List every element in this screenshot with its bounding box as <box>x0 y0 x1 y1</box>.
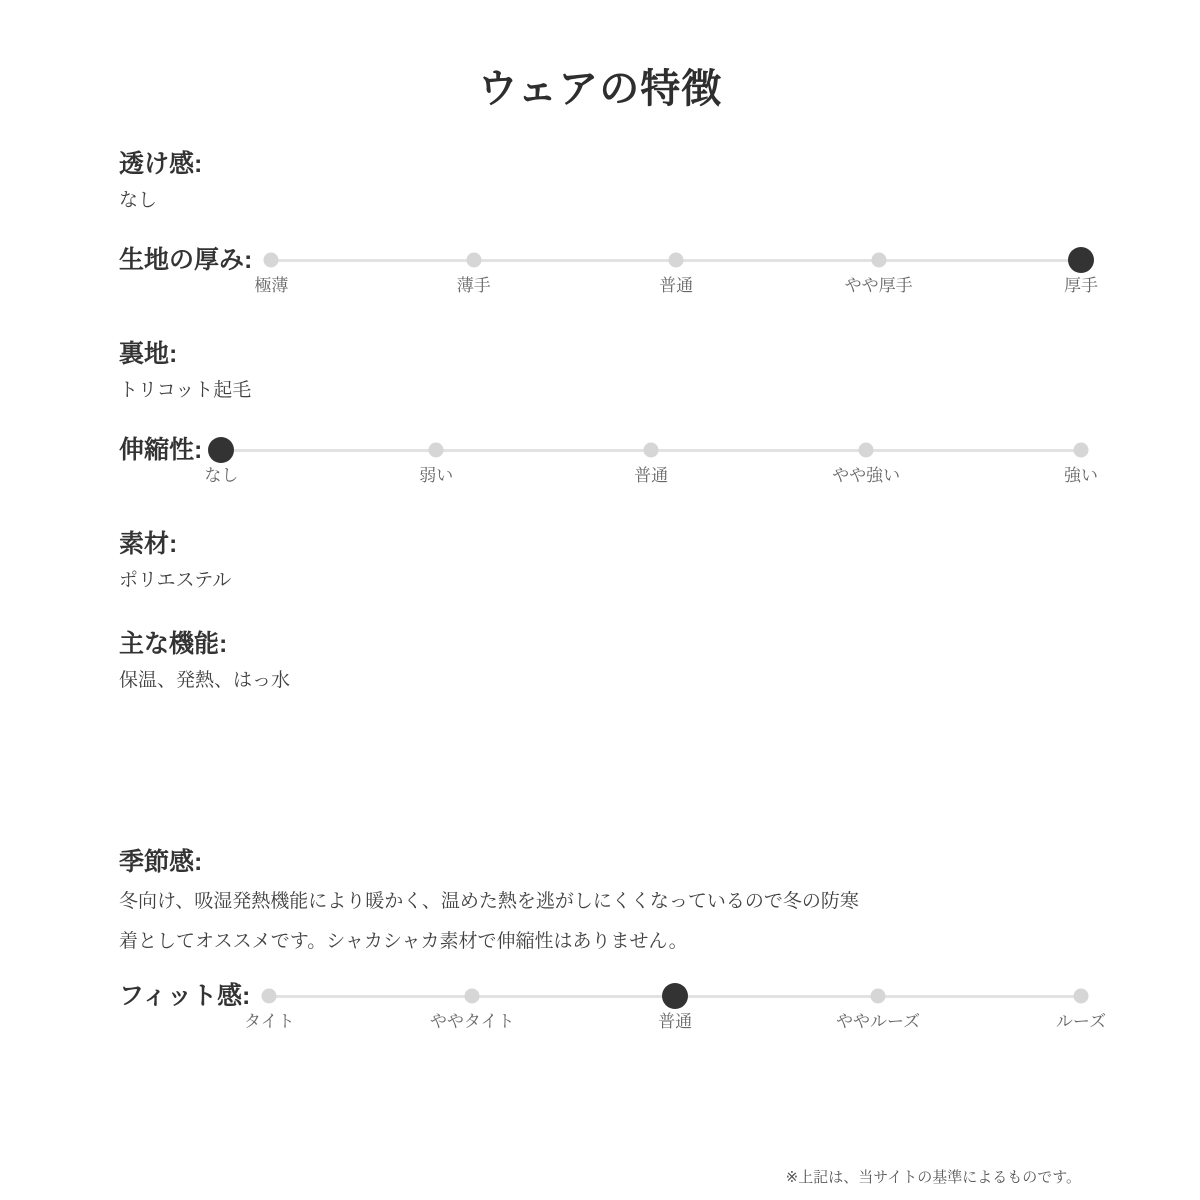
scale-dot <box>262 989 277 1004</box>
section-sheerness <box>119 148 1081 214</box>
material-value: ポリエステル <box>119 570 232 591</box>
section-seasonality <box>119 846 1081 962</box>
stretch-scale <box>204 434 1098 485</box>
lining-label: 裏地: <box>119 340 178 368</box>
fabric-thickness-scale <box>254 244 1098 295</box>
scale-tick-label: なし <box>204 466 239 485</box>
scale-tick-label: やや強い <box>832 466 901 485</box>
scale-tick-label: やや厚手 <box>844 276 913 295</box>
lining-value: トリコット起毛 <box>119 380 252 401</box>
section-fabric-thickness <box>119 244 1098 304</box>
sheerness-label: 透け感: <box>119 150 203 178</box>
fit-row <box>119 980 1107 1031</box>
scale-tick-label: 普通 <box>634 466 669 485</box>
page-title: ウェアの特徴 <box>477 67 723 111</box>
fabric-thickness-label: 生地の厚み: <box>119 246 253 274</box>
fit-label: フィット感: <box>119 982 251 1010</box>
scale-tick-label: 強い <box>1064 466 1098 485</box>
scale-tick-label: ややタイト <box>429 1012 515 1031</box>
scale-dot <box>208 437 234 463</box>
main-functions-value: 保温、発熱、はっ水 <box>119 670 291 691</box>
section-stretch <box>119 434 1098 494</box>
material-label: 素材: <box>119 530 178 558</box>
section-fit <box>119 980 1107 1040</box>
section-material <box>119 528 1081 594</box>
scale-dot <box>466 253 481 268</box>
scale-dot <box>465 989 480 1004</box>
wear-features-page <box>119 0 1107 1187</box>
scale-dot <box>1068 247 1094 273</box>
scale-tick-label: 普通 <box>659 276 694 295</box>
fabric-thickness-row <box>119 244 1098 295</box>
section-main-functions <box>119 628 1081 694</box>
stretch-label: 伸縮性: <box>119 436 203 464</box>
scale-tick-label: 弱い <box>419 466 454 485</box>
scale-dot <box>644 443 659 458</box>
scale-dot <box>662 983 688 1009</box>
scale-dot <box>871 253 886 268</box>
scale-tick-label: ルーズ <box>1055 1012 1107 1031</box>
seasonality-value: 冬向け、吸湿発熱機能により暖かく、温めた熱を逃がしにくくなっているので冬の防寒着としてオススメです。シャカシャカ素材で伸縮性はありません。 <box>119 891 859 952</box>
scale-tick-label: ややルーズ <box>836 1012 921 1031</box>
section-lining <box>119 338 1081 404</box>
scale-dot <box>1074 443 1089 458</box>
scale-tick-label: 普通 <box>658 1012 693 1031</box>
footnote: ※上記は、当サイトの基準によるものです。 <box>785 1169 1081 1186</box>
scale-dot <box>429 443 444 458</box>
main-functions-label: 主な機能: <box>119 630 228 658</box>
scale-dot <box>1074 989 1089 1004</box>
scale-tick-label: タイト <box>243 1012 295 1031</box>
seasonality-label: 季節感: <box>119 848 203 876</box>
scale-dot <box>871 989 886 1004</box>
scale-tick-label: 厚手 <box>1064 276 1098 295</box>
sheerness-value: なし <box>119 190 158 211</box>
scale-dot <box>859 443 874 458</box>
scale-tick-label: 極薄 <box>254 276 289 295</box>
scale-tick-label: 薄手 <box>456 276 491 295</box>
scale-dot <box>669 253 684 268</box>
stretch-row <box>119 434 1098 485</box>
fit-scale <box>243 980 1107 1031</box>
scale-dot <box>264 253 279 268</box>
